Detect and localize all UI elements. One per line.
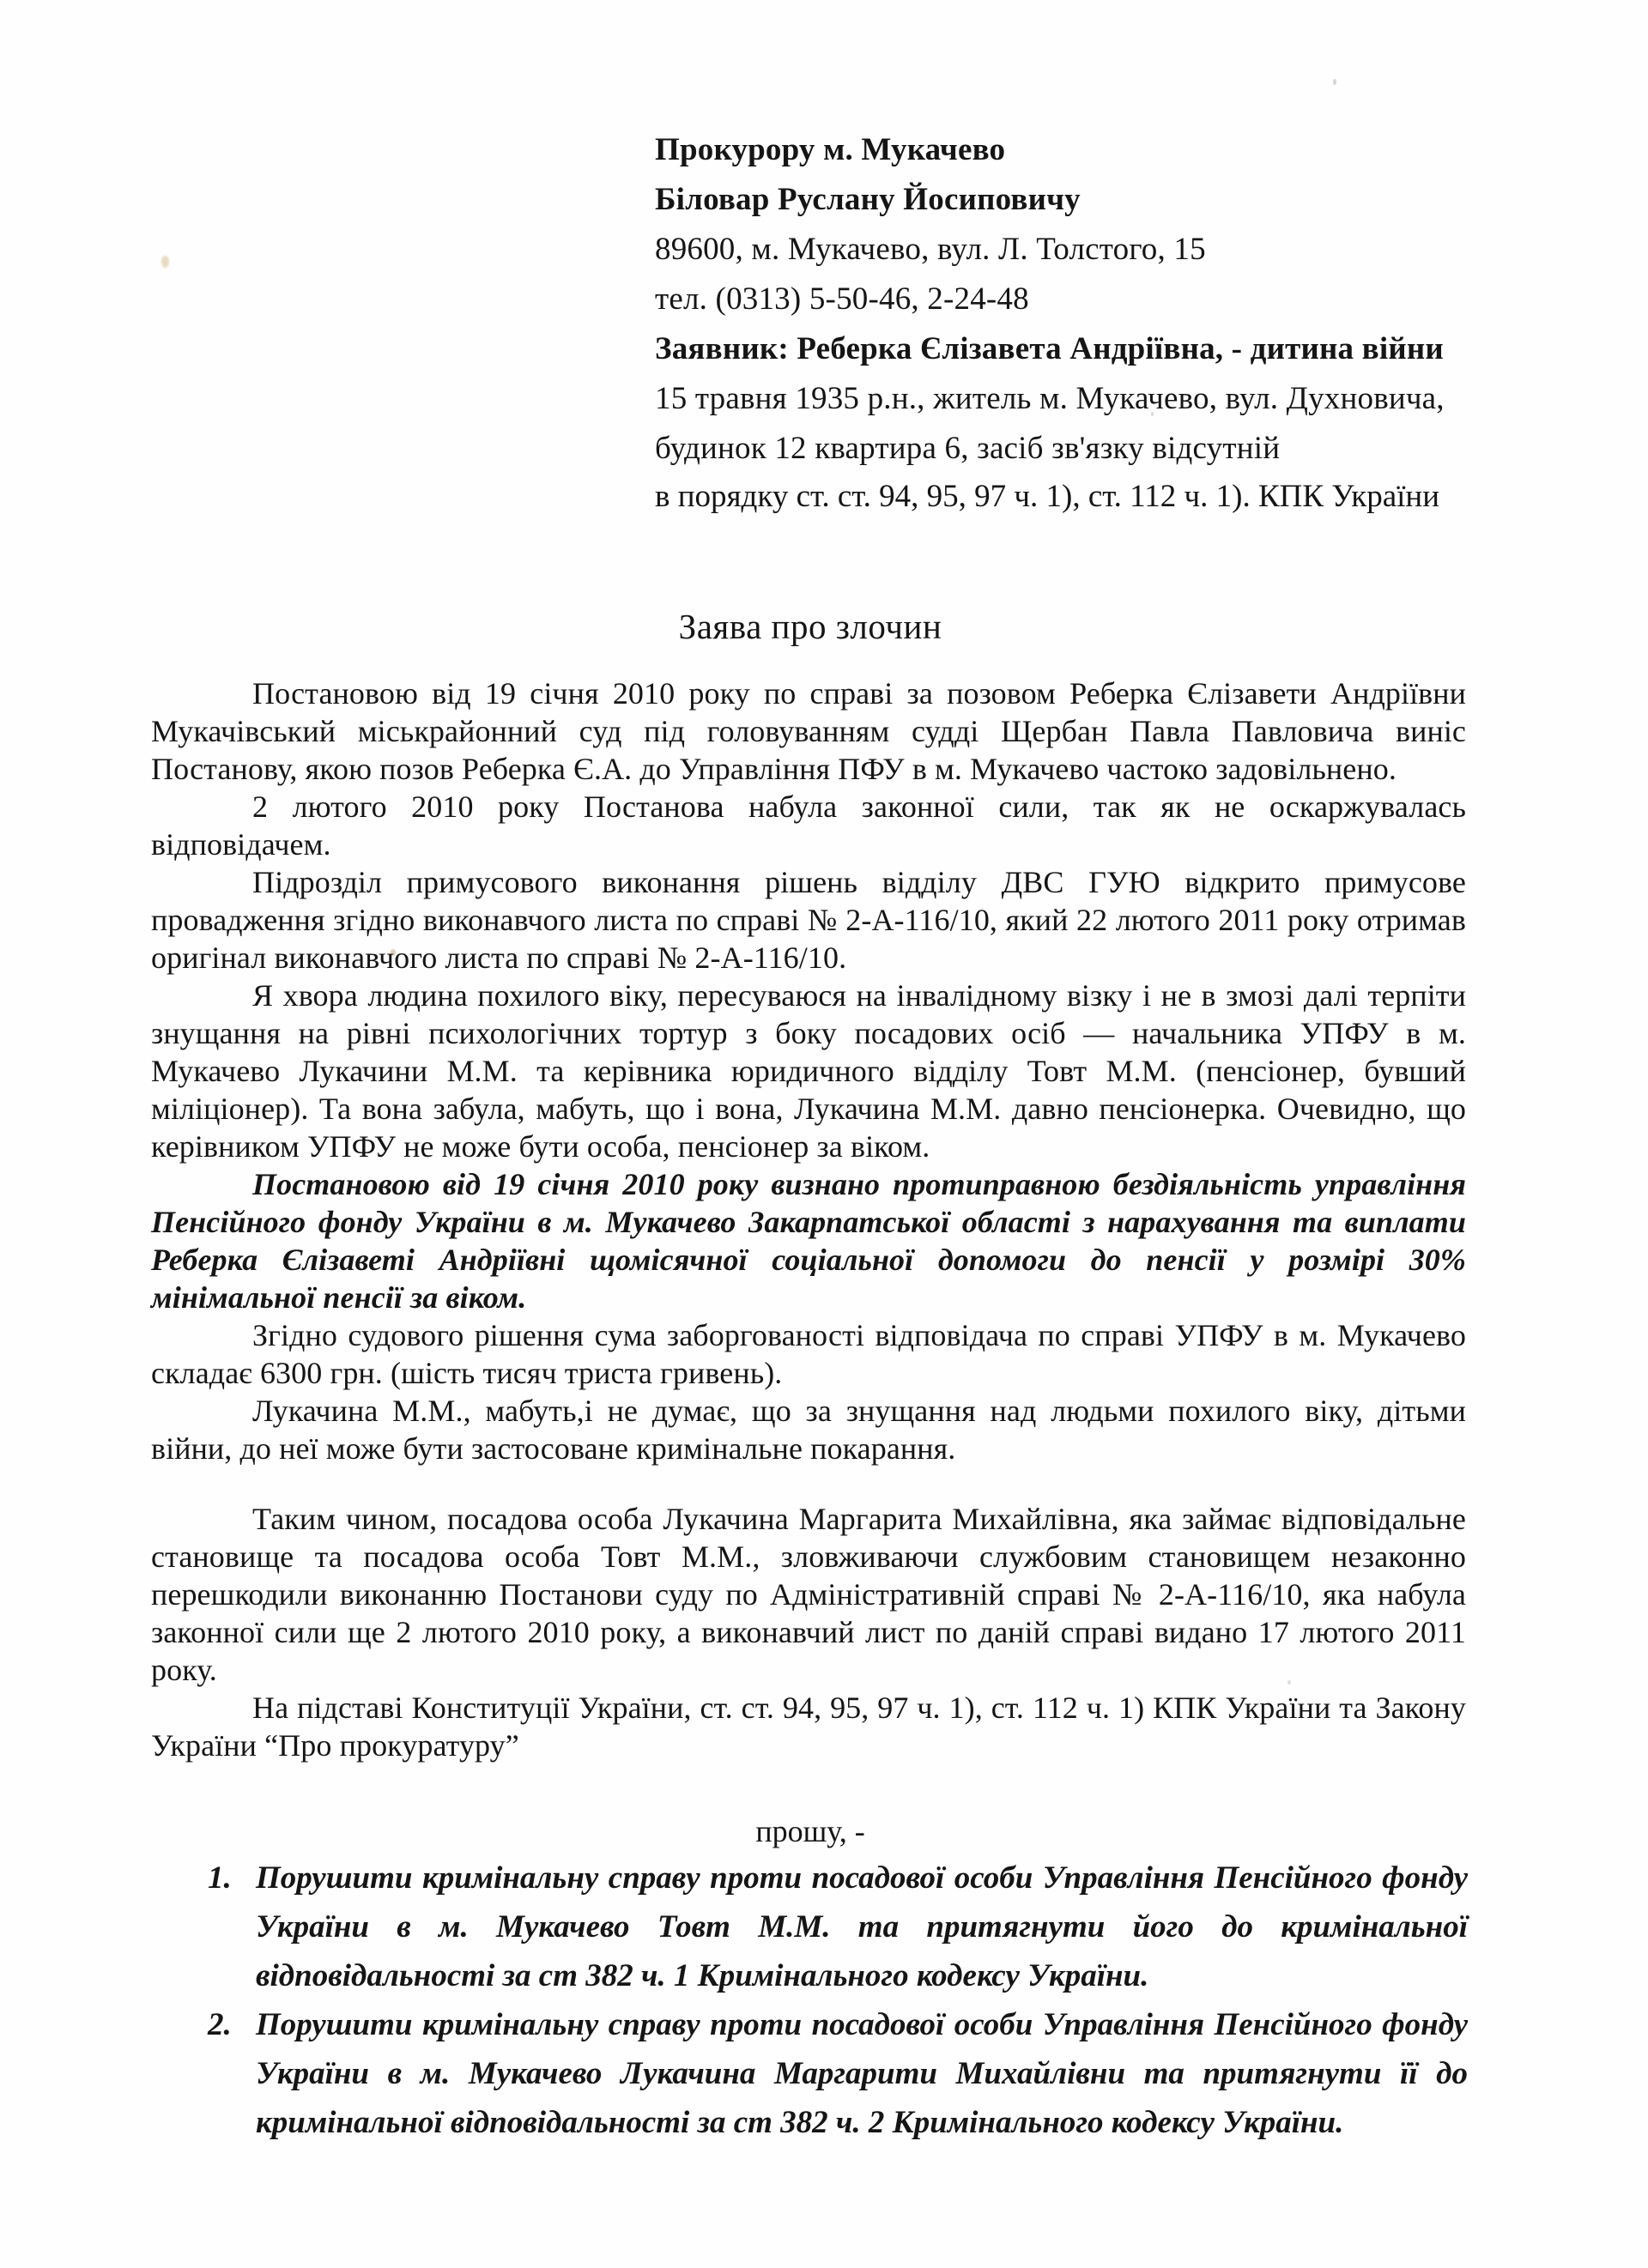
petition-item-2-text: Порушити кримінальну справу проти посадової особи Управління Пенсійного фонду України в м. Мукачево Лукачина Маргарити Михайлівни та притягнути її до кримінальної відповідальності за ст 382 ч. 2 Кримінального кодексу України.	[256, 2007, 1468, 2140]
body-paragraph-8: Таким чином, посадова особа Лукачина Маргарита Михайлівна, яка займає відповідальне становище та посадова особа Товт М.М., зловживаючи службовим становищем незаконно перешкодили виконанню Постанови суду по Адміністративній справі № 2-А-116/10, яка набула законної сили ще 2 лютого 2010 року, а виконавчий лист по даній справі видано 17 лютого 2011 року.	[151, 1502, 1466, 1687]
petition-item-1	[208, 1854, 1468, 2000]
petition-item-1-number: 1.	[208, 1860, 232, 1896]
applicant-block	[655, 324, 1505, 474]
petition-list	[208, 1854, 1468, 2147]
body-paragraph-6: Згідно судового рішення сума заборгованості відповідача по справі УПФУ в м. Мукачево складає 6300 грн. (шість тисяч триста гривень).	[151, 1318, 1466, 1390]
body-paragraph-1: Постановою від 19 січня 2010 року по справі за позовом Реберка Єлізавети Андріївни Мукачівський міськрайонний суд під головуванням судді Щербан Павла Павловича виніс Постанову, якою позов Реберка Є.А. до Управління ПФУ в м. Мукачево частоко задовільнено.	[151, 676, 1466, 786]
applicant-name-line: Заявник: Реберка Єлізавета Андріївна, - дитина війни	[655, 331, 1444, 366]
recipient-title-line: Прокурору м. Мукачево	[655, 132, 1006, 167]
recipient-block	[655, 125, 1505, 324]
recipient-address-line: 89600, м. Мукачево, вул. Л. Толстого, 15	[655, 232, 1206, 267]
applicant-address-line: будинок 12 квартира 6, засіб зв'язку відсутній	[655, 431, 1281, 466]
body-paragraph-4: Я хвора людина похилого віку, пересуваюся на інвалідному візку і не в змозі далі терпіти знущання на рівні психологічних тортур з боку посадових осіб — начальника УПФУ в м. Мукачево Лукачини М.М. та керівника юридичного відділу Товт М.М. (пенсіонер, бувший міліціонер). Та вона забула, мабуть, що і вона, Лукачина М.М. давно пенсіонерка. Очевидно, що керівником УПФУ не може бути особа, пенсіонер за віком.	[151, 978, 1466, 1164]
document-body	[151, 674, 1466, 1764]
petition-item-2-number: 2.	[208, 2007, 232, 2042]
petition-item-1-text: Порушити кримінальну справу проти посадової особи Управління Пенсійного фонду України в м. Мукачево Товт М.М. та притягнути його до кримінальної відповідальності за ст 382 ч. 1 Кримінального кодексу України.	[256, 1860, 1468, 1993]
petition-item-2	[208, 2000, 1468, 2147]
body-paragraph-5-emphasized: Постановою від 19 січня 2010 року визнано протиправною бездіяльність управління Пенсійного фонду України в м. Мукачево Закарпатської області з нарахування та виплати Реберка Єлізаветі Андріївні щомісячної соціальної допомоги до пенсії у розмірі 30% мінімальної пенсії за віком.	[151, 1167, 1466, 1315]
document-title: Заява про злочин	[678, 607, 942, 646]
procedure-reference-line: в порядку ст. ст. 94, 95, 97 ч. 1), ст. 112 ч. 1). КПК України	[655, 479, 1440, 514]
recipient-phone-line: тел. (0313) 5-50-46, 2-24-48	[655, 281, 1029, 317]
body-paragraph-7: Лукачина М.М., мабуть,і не думає, що за знущання над людьми похилого віку, дітьми війни, до неї може бути застосоване кримінальне покарання.	[151, 1394, 1466, 1466]
recipient-name-line: Біловар Руслану Йосиповичу	[655, 182, 1081, 217]
scan-speck	[1333, 79, 1336, 85]
body-paragraph-2: 2 лютого 2010 року Постанова набула законної сили, так як не оскаржувалась відповідачем.	[151, 789, 1466, 862]
body-paragraph-3: Підрозділ примусового виконання рішень відділу ДВС ГУЮ відкрито примусове провадження згідно виконавчого листа по справі № 2-А-116/10, який 22 лютого 2011 року отримав оригінал виконавчого листа по справі № 2-А-116/10.	[151, 865, 1466, 975]
body-paragraph-9: На підставі Конституції України, ст. ст. 94, 95, 97 ч. 1), ст. 112 ч. 1) КПК України та Закону України “Про прокуратуру”	[151, 1690, 1466, 1763]
scan-speck	[161, 256, 169, 268]
request-intro: прошу, -	[755, 1814, 865, 1848]
applicant-birth-line: 15 травня 1935 р.н., житель м. Мукачево, вул. Духновича,	[655, 381, 1445, 416]
